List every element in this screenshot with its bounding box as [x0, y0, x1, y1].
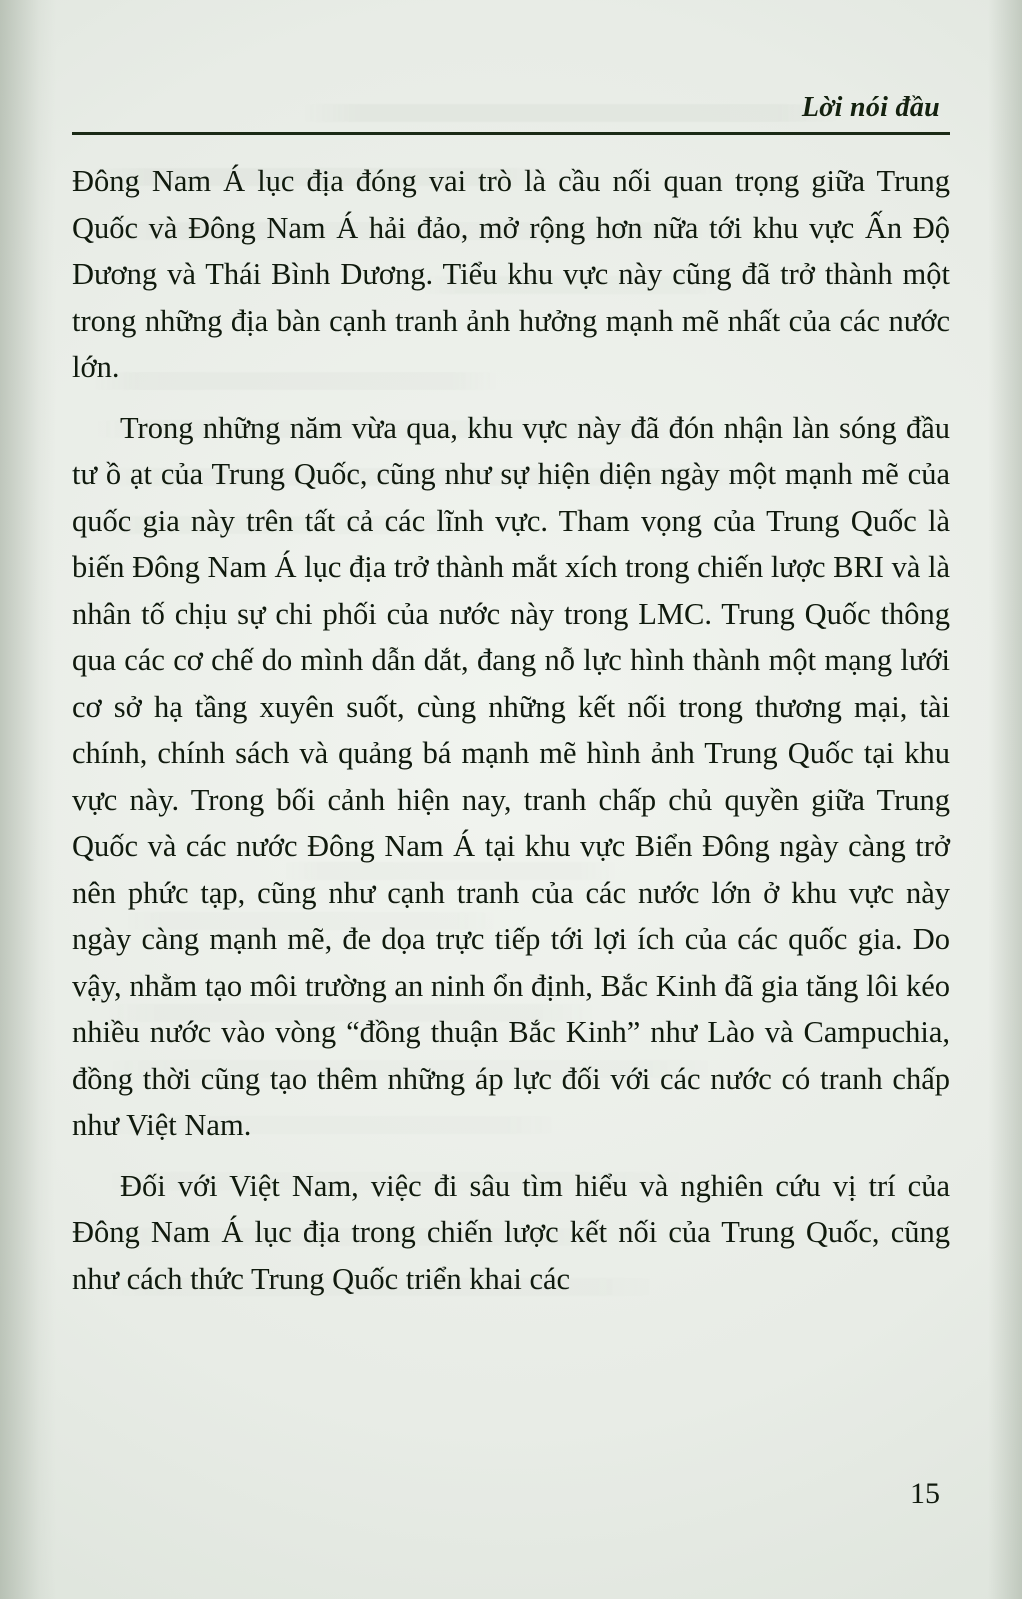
page-edge-shadow [988, 0, 1022, 1599]
paragraph: Đối với Việt Nam, việc đi sâu tìm hiểu và nghiên cứu vị trí của Đông Nam Á lục địa trong chiến lược kết nối của Trung Quốc, cũng như cách thức Trung Quốc triển khai các [72, 1168, 950, 1296]
paragraph: Trong những năm vừa qua, khu vực này đã đón nhận làn sóng đầu tư ồ ạt của Trung Quốc, cũng như sự hiện diện ngày một mạnh mẽ của quốc gia này trên tất cả các lĩnh vực. Tham vọng của Trung Quốc là biến Đông Nam Á lục địa trở thành mắt xích trong chiến lược BRI và là nhân tố chịu sự chi phối của nước này trong LMC. Trung Quốc thông qua các cơ chế do mình dẫn dắt, đang nỗ lực hình thành một mạng lưới cơ sở hạ tầng xuyên suốt, cùng những kết nối trong thương mại, tài chính, chính sách và quảng bá mạnh mẽ hình ảnh Trung Quốc tại khu vực này. Trong bối cảnh hiện nay, tranh chấp chủ quyền giữa Trung Quốc và các nước Đông Nam Á tại khu vực Biển Đông ngày càng trở nên phức tạp, cũng như cạnh tranh của các nước lớn ở khu vực này ngày càng mạnh mẽ, đe dọa trực tiếp tới lợi ích của các quốc gia. Do vậy, nhằm tạo môi trường an ninh ổn định, Bắc Kinh đã gia tăng lôi kéo nhiều nước vào vòng “đồng thuận Bắc Kinh” như Lào và Campuchia, đồng thời cũng tạo thêm những áp lực đối với các nước có tranh chấp như Việt Nam. [72, 410, 951, 1142]
gutter-shadow [0, 0, 56, 1599]
paragraph: Đông Nam Á lục địa đóng vai trò là cầu nối quan trọng giữa Trung Quốc và Đông Nam Á hải đảo, mở rộng hơn nữa tới khu vực Ấn Độ Dương và Thái Bình Dương. Tiểu khu vực này cũng đã trở thành một trong những địa bàn cạnh tranh ảnh hưởng mạnh mẽ nhất của các nước lớn. [72, 164, 950, 384]
header-rule [72, 132, 950, 135]
running-title: Lời nói đầu [801, 92, 940, 123]
page-number: 15 [910, 1477, 940, 1510]
page-body [72, 158, 950, 1302]
page-header [72, 92, 950, 138]
